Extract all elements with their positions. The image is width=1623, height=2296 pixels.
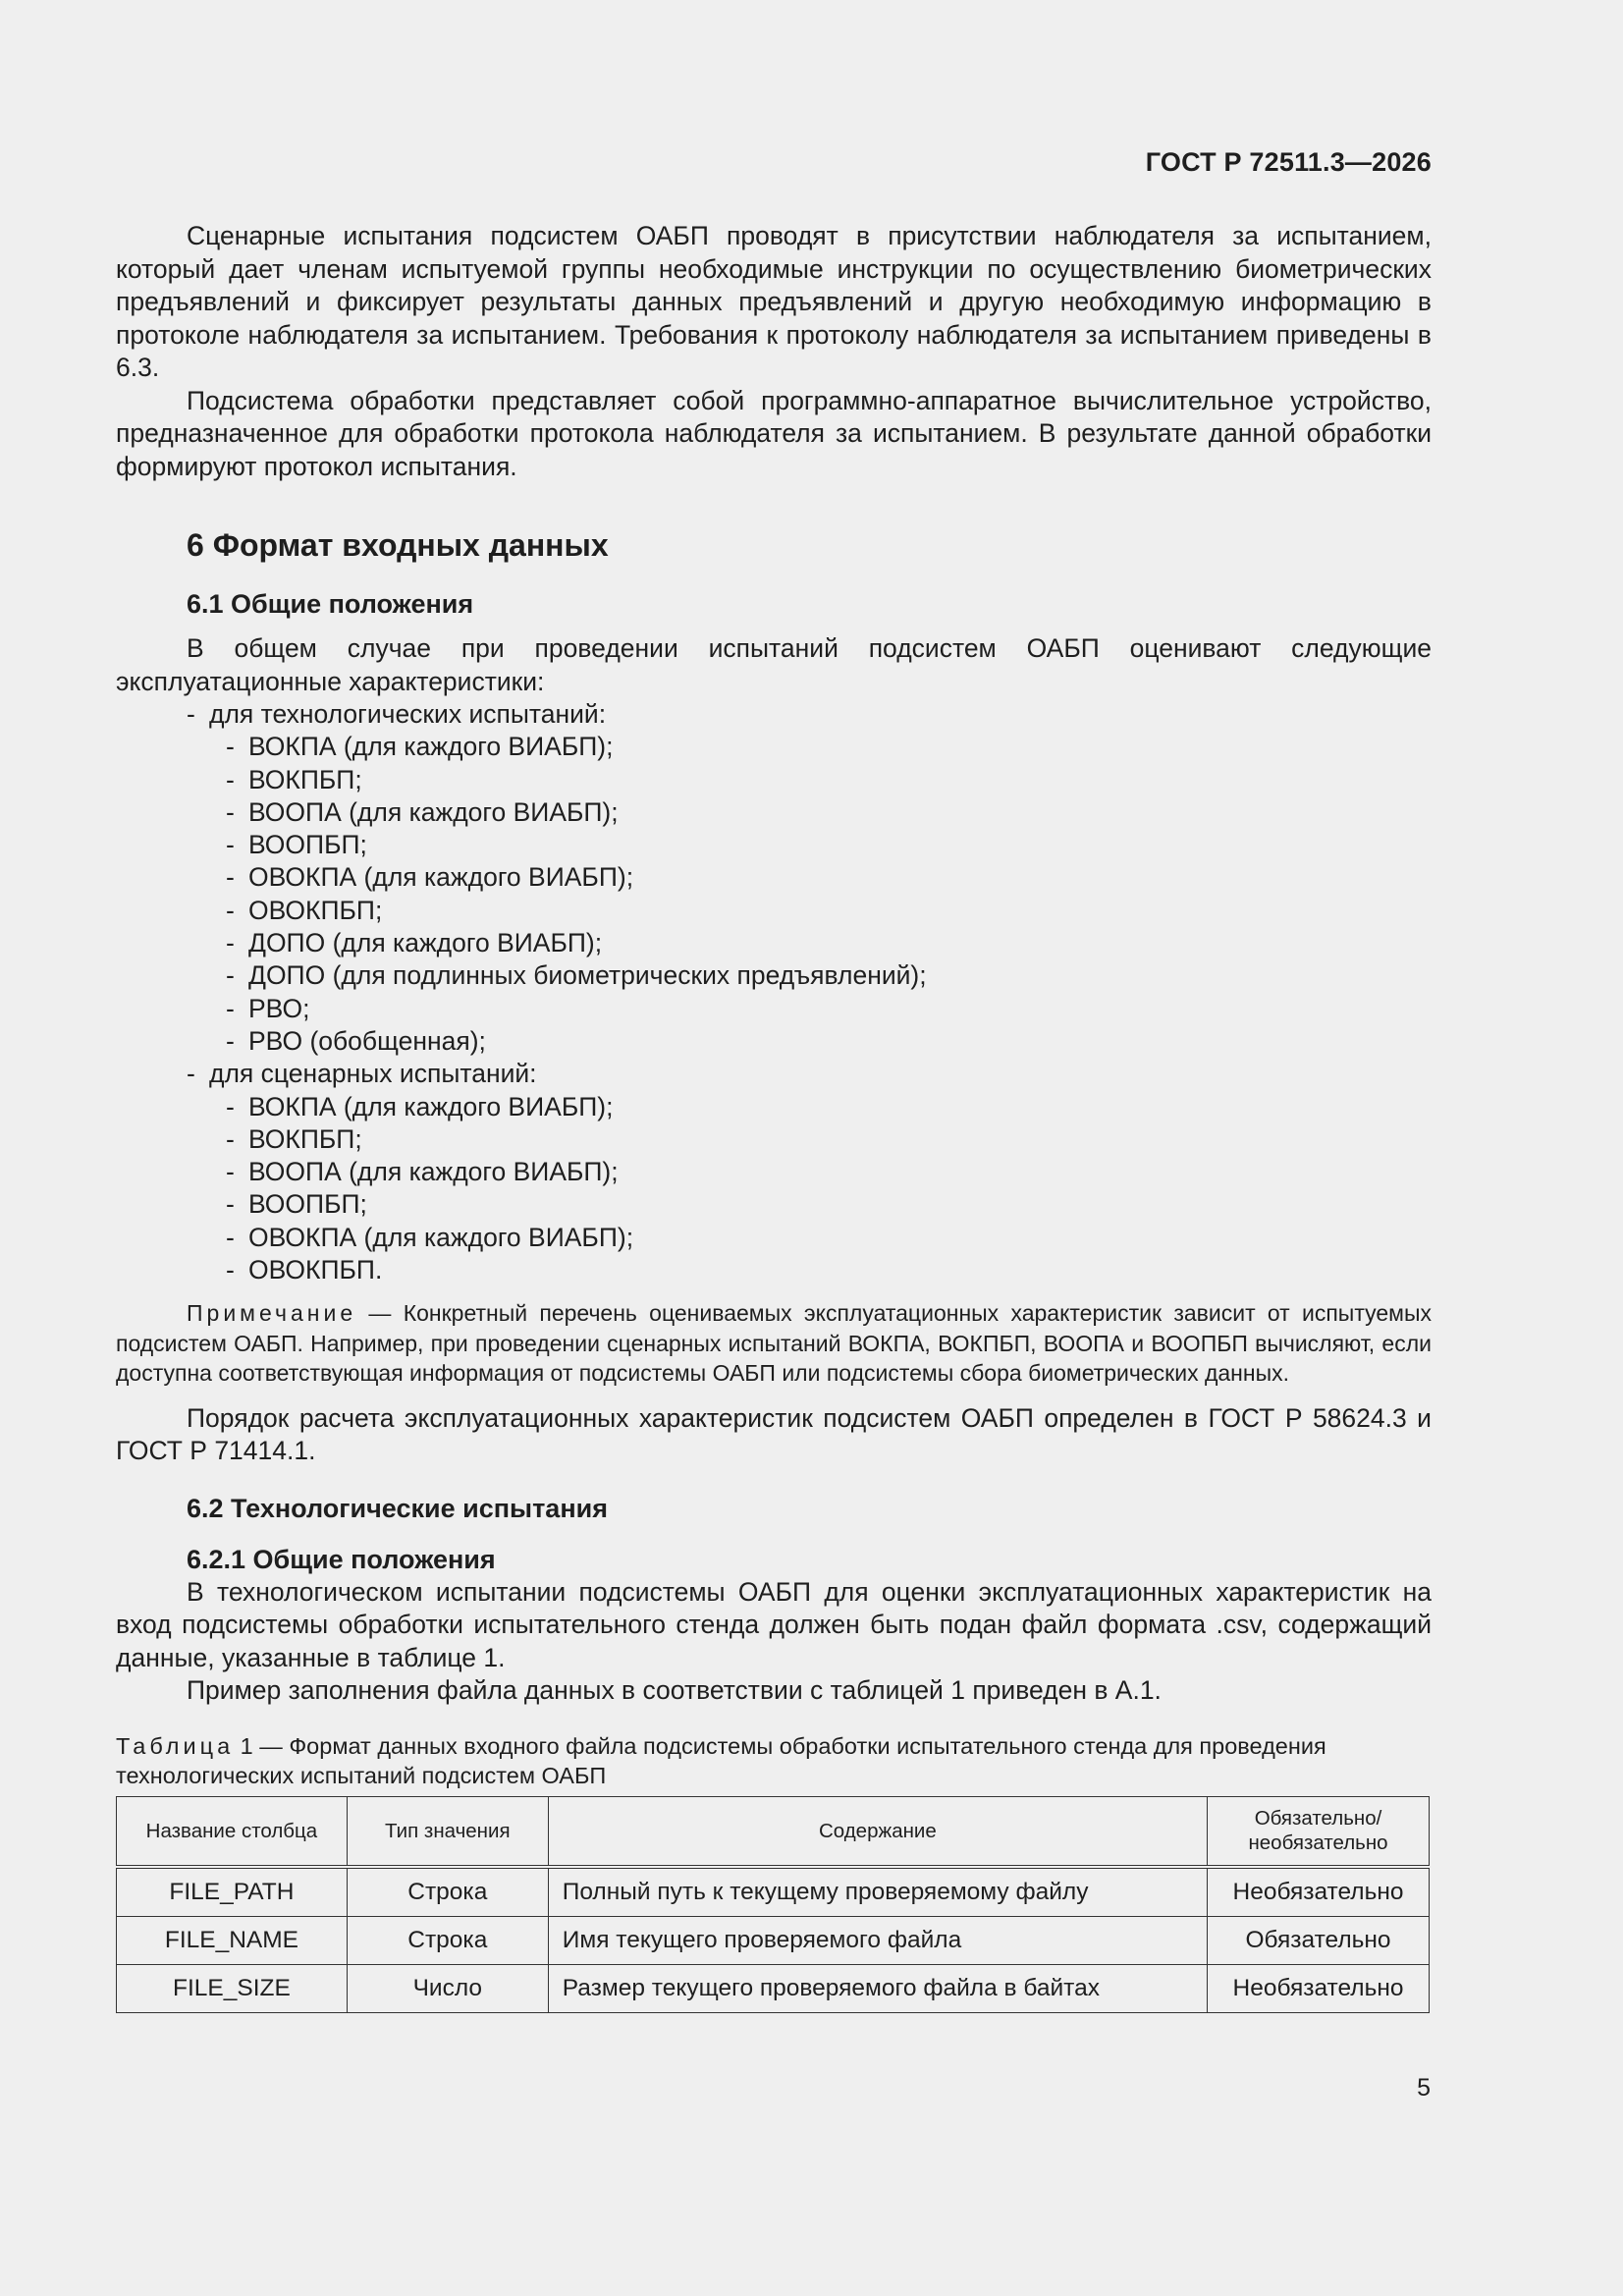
list-item: - ВООПБП; (226, 830, 367, 860)
characteristics-list (116, 698, 1432, 1286)
table-cell: FILE_NAME (117, 1916, 348, 1964)
column-header: Тип значения (347, 1796, 548, 1867)
section-6-1-heading: 6.1 Общие положения (187, 589, 474, 619)
table-cell: Строка (347, 1867, 548, 1917)
table-1-caption (116, 1731, 1432, 1790)
calculation-reference-paragraph: Порядок расчета эксплуатационных характеристик подсистем ОАБП определен в ГОСТ Р 58624.3 и ГОСТ Р 71414.1. (116, 1402, 1432, 1466)
list-item: - ОВОКПБП. (226, 1255, 383, 1285)
table-caption-label: Таблица (116, 1732, 235, 1759)
list-item: - ДОПО (для каждого ВИАБП); (226, 928, 603, 958)
list-group-label: для сценарных испытаний: (209, 1059, 537, 1089)
section-6-1-lead: В общем случае при проведении испытаний подсистем ОАБП оценивают следующие эксплуатационные характеристики: (116, 633, 1432, 696)
list-item: - РВО (обобщенная); (226, 1025, 486, 1056)
list-item: - ВОКПА (для каждого ВИАБП); (226, 1091, 614, 1121)
section-6-2-1-heading: 6.2.1 Общие положения (187, 1544, 496, 1574)
document-id: ГОСТ Р 72511.3—2026 (1145, 147, 1432, 177)
table-cell: Размер текущего проверяемого файла в байтах (548, 1964, 1207, 2012)
section-6-2-1-paragraph-1: В технологическом испытании подсистемы ОАБП для оценки эксплуатационных характеристик на вход подсистемы обработки испытательного стенда должен быть подан файл формата .csv, содержащий данные, указанные в таблице 1. (116, 1576, 1432, 1672)
column-header: Название столбца (117, 1796, 348, 1867)
list-item: - ВООПА (для каждого ВИАБП); (226, 796, 619, 827)
intro-paragraph-1: Сценарные испытания подсистем ОАБП проводят в присутствии наблюдателя за испытанием, который дает членам испытуемой группы необходимые инструкции по осуществлению биометрических предъявлений и фиксирует результаты данных предъявлений и другую необходимую информацию в протоколе наблюдателя за испытанием. Требования к протоколу наблюдателя за испытанием приведены в 6.3. (116, 221, 1432, 382)
section-6-2-1-paragraph-2: Пример заполнения файла данных в соответствии с таблицей 1 приведен в А.1. (187, 1675, 1162, 1706)
list-item: - ВОКПБП; (226, 764, 362, 794)
table-row (117, 1964, 1430, 2012)
column-header: Содержание (548, 1796, 1207, 1867)
table-cell: Строка (347, 1916, 548, 1964)
table-row (117, 1916, 1430, 1964)
technological-items (187, 731, 1432, 1058)
table-cell: FILE_PATH (117, 1867, 348, 1917)
table-row (117, 1867, 1430, 1917)
table-caption-text: 1 — Формат данных входного файла подсистемы обработки испытательного стенда для проведения технологических испытаний подсистем ОАБП (116, 1732, 1326, 1788)
list-item: - ВОКПБП; (226, 1123, 362, 1154)
table-cell: Полный путь к текущему проверяемому файлу (548, 1867, 1207, 1917)
table-cell: FILE_SIZE (117, 1964, 348, 2012)
table-cell: Необязательно (1208, 1964, 1430, 2012)
list-group-technological: - для технологических испытаний: - ВОКПА (для каждого ВИАБП); - ВОКПБП; - ВООПА (для каждого ВИАБП); - ВООПБП; - ОВОКПА (для каждого ВИАБП); - ОВОКПБП; - ДОПО (для каждого ВИАБП); - ДОПО (для подлинных биометрических предъявлений); - РВО; - РВО (обобщенная); (187, 698, 1432, 1058)
list-group-scenario: - для сценарных испытаний: - ВОКПА (для каждого ВИАБП); - ВОКПБП; - ВООПА (для каждого ВИАБП); - ВООПБП; - ОВОКПА (для каждого ВИАБП); - ОВОКПБП. (187, 1058, 1432, 1286)
scenario-items (187, 1091, 1432, 1287)
section-6-2-heading: 6.2 Технологические испытания (187, 1493, 608, 1523)
table-cell: Число (347, 1964, 548, 2012)
section-6-heading: 6 Формат входных данных (187, 527, 609, 563)
column-header: Обязательно/ необязательно (1208, 1796, 1430, 1867)
table-cell: Обязательно (1208, 1916, 1430, 1964)
list-item: - ВОКПА (для каждого ВИАБП); (226, 732, 614, 762)
list-item: - ВООПА (для каждого ВИАБП); (226, 1157, 619, 1187)
list-group-label: для технологических испытаний: (209, 699, 607, 729)
note-paragraph (116, 1298, 1432, 1389)
list-item: - ОВОКПБП; (226, 895, 383, 925)
list-item: - ДОПО (для подлинных биометрических предъявлений); (226, 960, 927, 991)
list-item: - ОВОКПА (для каждого ВИАБП); (226, 862, 634, 893)
note-label: Примечание (187, 1300, 357, 1327)
list-item: - ОВОКПА (для каждого ВИАБП); (226, 1222, 634, 1252)
list-item: - РВО; (226, 993, 310, 1023)
table-cell: Имя текущего проверяемого файла (548, 1916, 1207, 1964)
note-text: — Конкретный перечень оцениваемых эксплуатационных характеристик зависит от испытуемых подсистем ОАБП. Например, при проведении сценарных испытаний ВОКПА, ВОКПБП, ВООПА и ВООПБП вычисляют, если доступна соответствующая информация от подсистемы ОАБП или подсистемы сбора биометрических данных. (116, 1300, 1432, 1387)
table-cell: Необязательно (1208, 1867, 1430, 1917)
page-content (116, 220, 1432, 2013)
intro-paragraph-2: Подсистема обработки представляет собой программно-аппаратное вычислительное устройство, предназначенное для обработки протокола наблюдателя за испытанием. В результате данной обработки формируют протокол испытания. (116, 385, 1432, 481)
table-1 (116, 1796, 1430, 2013)
table-header-row (117, 1796, 1430, 1867)
page-number: 5 (1417, 2074, 1431, 2102)
list-item: - ВООПБП; (226, 1189, 367, 1220)
